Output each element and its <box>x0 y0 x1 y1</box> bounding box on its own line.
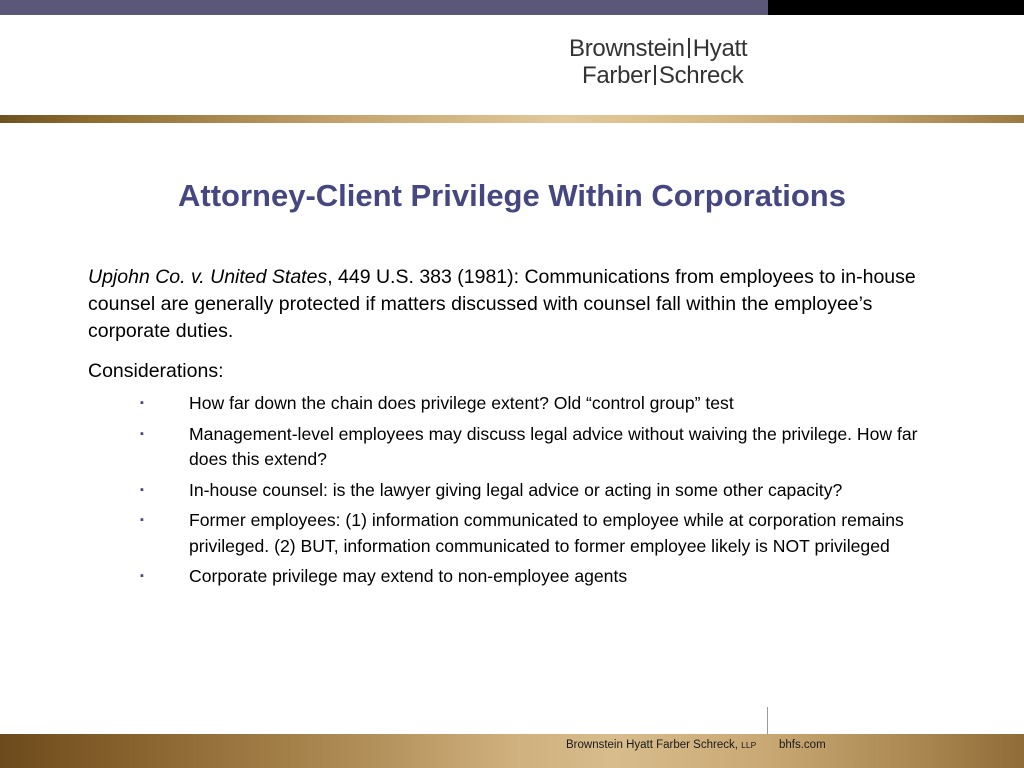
bullet-square-icon: ▪ <box>140 397 144 409</box>
intro-paragraph <box>88 264 948 345</box>
logo-word-farber: Farber <box>582 62 651 89</box>
footer-firm-text: Brownstein Hyatt Farber Schreck, <box>566 739 738 751</box>
logo-line-1 <box>566 35 766 62</box>
logo-separator <box>654 65 656 85</box>
logo-line-2 <box>566 62 766 89</box>
logo-word-brownstein: Brownstein <box>569 35 685 62</box>
footer-website-link[interactable]: bhfs.com <box>779 739 826 751</box>
list-item-text: How far down the chain does privilege extent? Old “control group” test <box>189 393 734 413</box>
footer-llp: LLP <box>741 740 757 750</box>
list-item <box>140 391 940 417</box>
list-item-text: In-house counsel: is the lawyer giving legal advice or acting in some other capacity? <box>189 479 843 500</box>
intro-text: , 449 U.S. 383 (1981): Communications from employees to in-house counsel are generally protected if matters discussed with counsel fall within the employee’s corporate duties. <box>88 266 916 342</box>
bullet-square-icon: ▪ <box>140 570 144 582</box>
list-item <box>140 478 940 504</box>
bullet-square-icon: ▪ <box>140 483 144 496</box>
bullet-square-icon: ▪ <box>140 427 144 440</box>
case-name: Upjohn Co. v. United States <box>88 266 328 288</box>
firm-logo <box>566 35 766 89</box>
logo-word-hyatt: Hyatt <box>692 35 748 62</box>
logo-word-schreck: Schreck <box>658 62 744 89</box>
slide-title: Attorney-Client Privilege Within Corporations <box>178 178 846 213</box>
considerations-list <box>140 391 940 595</box>
list-item <box>140 422 940 473</box>
top-bar <box>0 0 1024 15</box>
list-item-text: Management-level employees may discuss legal advice without waiving the privilege. How far does this extend? <box>189 423 918 469</box>
footer-firm-name <box>566 739 756 751</box>
footer-band <box>0 734 1024 768</box>
considerations-label: Considerations: <box>88 360 224 382</box>
list-item-text: Former employees: (1) information communicated to employee while at corporation remains privileged. (2) BUT, information communicated to former employee likely is NOT privileged <box>189 510 904 556</box>
list-item <box>140 508 940 559</box>
list-item <box>140 564 940 590</box>
bullet-square-icon: ▪ <box>140 514 144 526</box>
logo-separator <box>688 38 690 58</box>
top-bar-purple <box>0 0 768 15</box>
list-item-text: Corporate privilege may extend to non-employee agents <box>189 566 628 586</box>
header-gold-band <box>0 115 1024 123</box>
top-bar-black <box>768 0 1024 15</box>
